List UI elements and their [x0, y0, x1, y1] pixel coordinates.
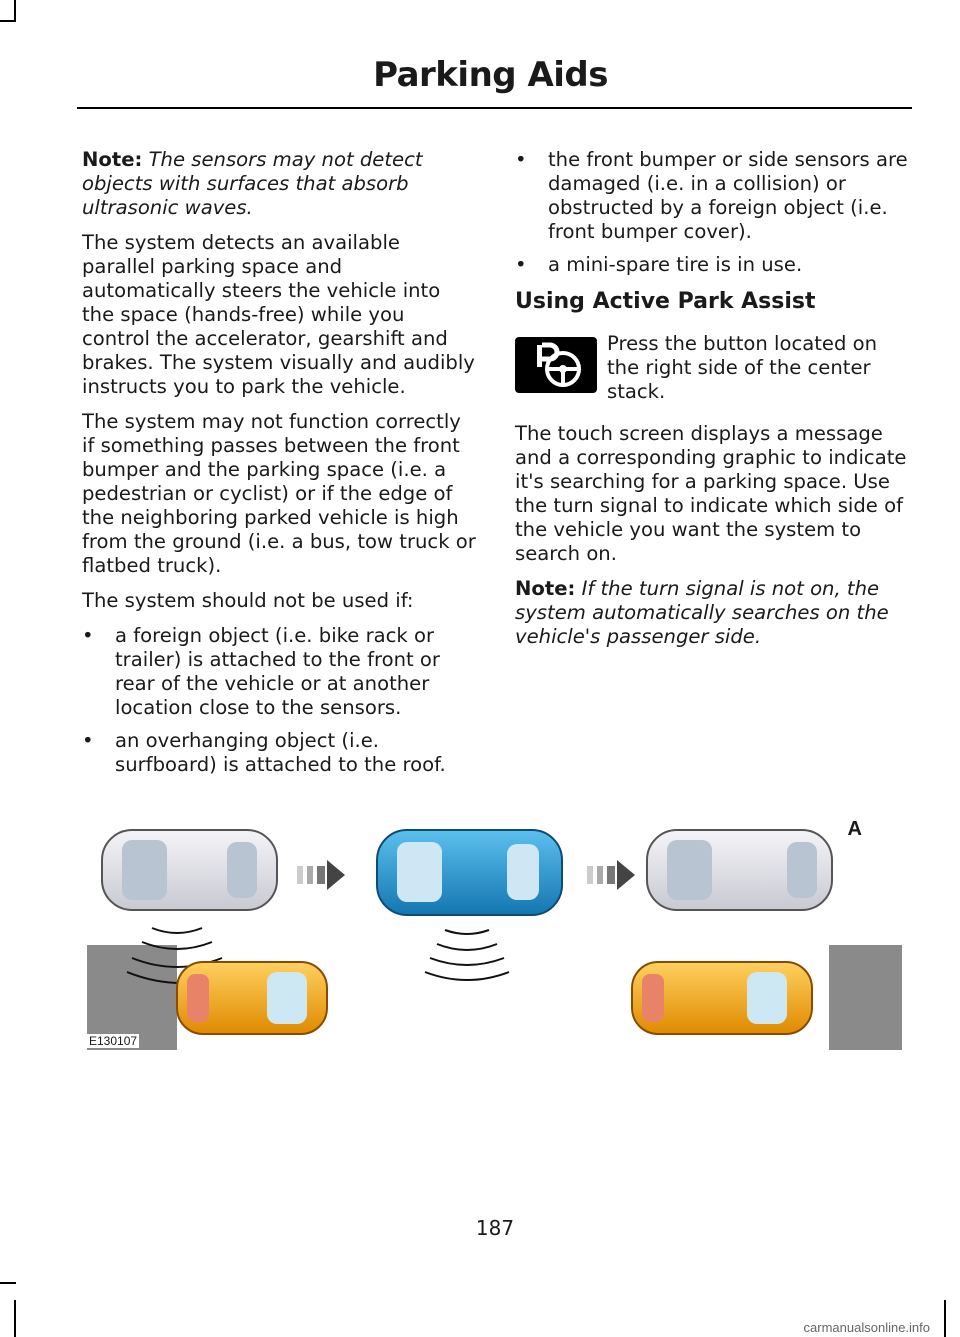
header-divider [77, 107, 912, 109]
crop-mark [944, 1300, 946, 1337]
left-column [82, 148, 477, 788]
parked-car [647, 830, 832, 910]
section-heading: Using Active Park Assist [515, 289, 816, 314]
sensor-waves-icon [425, 930, 509, 980]
figure-label: A [847, 818, 862, 840]
note-text: If the turn signal is not on, the system automatically searches on the vehicle's passenger side. [515, 577, 889, 648]
paragraph: The system may not function correctly if something passes between the front bumper and the parking space (i.e. a pedestrian or cyclist) or if the edge of the neighboring parked vehicle is high from the ground (i.e. a bus, tow truck or flatbed truck). [82, 410, 476, 577]
curb-block [829, 945, 902, 1050]
list-item [515, 148, 910, 244]
parking-illustration [87, 810, 902, 1050]
note [515, 577, 910, 649]
list-item-text: an overhanging object (i.e. surfboard) is attached to the roof. [115, 729, 446, 776]
list-item-text: the front bumper or side sensors are damaged (i.e. in a collision) or obstructed by a foreign object (i.e. front bumper cover). [548, 148, 908, 243]
list-item-text: a mini-spare tire is in use. [548, 253, 803, 276]
page-title: Parking Aids [373, 55, 608, 95]
paragraph: The system should not be used if: [82, 589, 414, 612]
icon-description: Press the button located on the right side of the center stack. [607, 332, 878, 403]
list-item-text: a foreign object (i.e. bike rack or trailer) is attached to the front or rear of the vehicle or at another location close to the sensors. [115, 624, 440, 719]
parked-car [632, 962, 812, 1034]
list-item [82, 624, 477, 720]
crop-mark [14, 1300, 16, 1337]
page-number: 187 [475, 1216, 515, 1240]
arrow-icon [297, 860, 345, 890]
note [82, 148, 477, 220]
parked-car [102, 830, 277, 910]
list-item [82, 729, 477, 777]
bullet-symbol: • [82, 729, 94, 752]
crop-mark [0, 20, 16, 22]
paragraph: The touch screen displays a message and a corresponding graphic to indicate it's searching for a parking space. Use the turn signal to indicate which side of the vehicle you want the system to search on. [515, 422, 907, 565]
note-label: Note: [82, 148, 143, 171]
park-assist-steering-icon [515, 337, 597, 393]
crop-mark [0, 1282, 16, 1284]
figure-id: E130107 [89, 1034, 138, 1048]
bullet-symbol: • [82, 624, 94, 647]
watermark: carmanualsonline.info [803, 1320, 930, 1335]
arrow-icon [587, 860, 635, 890]
active-park-car [377, 830, 562, 915]
paragraph: The system detects an available parallel parking space and automatically steers the vehicle into the space (hands-free) while you control the accelerator, gearshift and brakes. The system visually and audibly instructs you to park the vehicle. [82, 231, 475, 398]
parked-car [177, 962, 327, 1034]
crop-mark [14, 0, 16, 20]
note-label: Note: [515, 577, 576, 600]
list-item [515, 253, 910, 277]
note-text: The sensors may not detect objects with surfaces that absorb ultrasonic waves. [82, 148, 423, 219]
parking-diagram [87, 810, 902, 1050]
bullet-list [82, 624, 477, 777]
bullet-symbol: • [515, 148, 527, 171]
icon-instruction [515, 332, 910, 404]
right-column [515, 148, 910, 660]
bullet-list [515, 148, 910, 277]
bullet-symbol: • [515, 253, 527, 276]
